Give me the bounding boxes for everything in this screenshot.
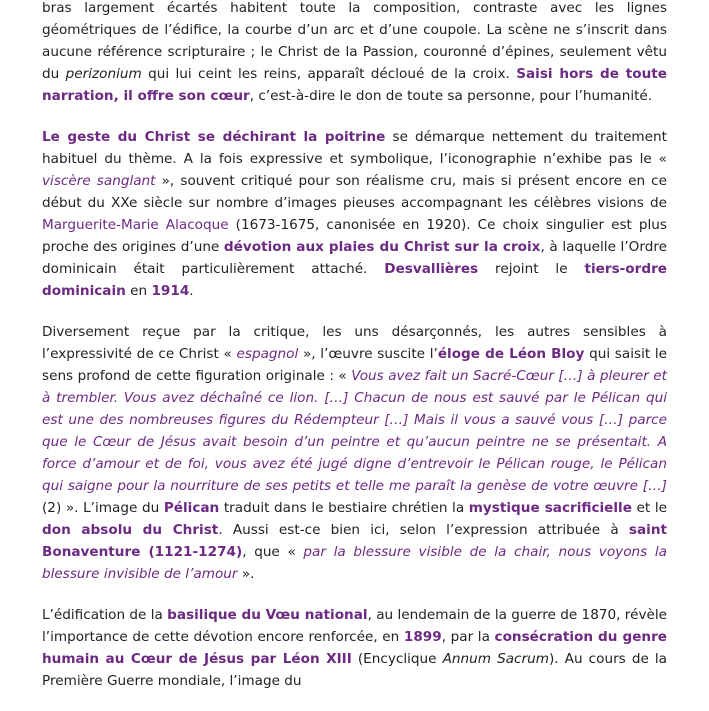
text-run: qui saisit le sens profond de cette figuration originale : «	[42, 346, 668, 384]
quotation: Vous avez fait un Sacré-Cœur […] à pleurer et à trembler. Vous avez déchaîné ce lion. […] Chacun de nous est sauvé par le Pélican qui est une des nombreuses figures du Rédempteur […] Mais il vous a sauvé vous […] parce que le Cœur de Jésus avait besoin d’un peintre et qu’aucun peintre ne se présentait. A force d’amour et de foi, vous avez été jugé digne d’entrevoir le Pélican rouge, le Pélican qui saigne pour la nourriture de ses petits et telle me paraît la genèse de votre œuvre […]	[42, 368, 667, 494]
text-link[interactable]: Marguerite-Marie Alacoque	[42, 217, 229, 233]
italic-term: Annum Sacrum	[442, 651, 549, 667]
text-run: rejoint le	[478, 261, 585, 277]
text-run: traduit dans le bestiaire chrétien la	[219, 500, 469, 516]
quotation: viscère sanglant	[42, 173, 156, 189]
text-run: (Encyclique	[351, 651, 443, 667]
highlighted-term: basilique du Vœu national	[167, 607, 368, 623]
highlighted-term: Le geste du Christ se déchirant la poitrine	[42, 129, 386, 145]
text-run: Diversement reçue par la critique, les uns désarçonnés, les autres sensibles à l’expressivité de ce Christ «	[42, 324, 667, 362]
text-run: .	[189, 283, 194, 299]
paragraph-geste-du-christ	[42, 126, 667, 302]
text-run: , par la	[441, 629, 495, 645]
text-run: L’édification de la	[42, 607, 168, 623]
text-run: ».	[237, 566, 255, 582]
text-run: et le	[631, 500, 667, 516]
italic-term: perizonium	[65, 66, 142, 82]
text-run: (2) ». L’image du	[42, 500, 164, 516]
text-run: . Aussi est-ce bien ici, selon l’expression attribuée à	[218, 522, 629, 538]
text-run: », souvent critiqué pour son réalisme cru, mais si présent encore en ce début du XXe siècle sur nombre d’images pieuses accompagnant les célèbres visions de	[42, 173, 667, 211]
text-run: (1673-1675, canonisée en 1920). Ce choix singulier est plus proche des origines d’une	[42, 217, 667, 255]
highlighted-term: Saisi hors de toute narration, il offre son cœur	[42, 66, 667, 104]
quotation: espagnol	[236, 346, 299, 362]
text-run: qui lui ceint les reins, apparaît décloué de la croix.	[141, 66, 517, 82]
highlighted-term: mystique sacrificielle	[468, 500, 632, 516]
text-run: bras largement écartés habitent toute la composition, contraste avec les lignes géométriques de l’édifice, la courbe d’un arc et d’une coupole. La scène ne s’inscrit dans aucune référence scripturaire ; le Christ de la Passion, couronné d’épines, seulement vêtu du	[42, 0, 667, 82]
paragraph-composition	[42, 0, 667, 107]
text-run: , que «	[242, 544, 304, 560]
highlighted-term: Pélican	[163, 500, 220, 516]
text-run: en	[125, 283, 152, 299]
text-run: , à laquelle l’Ordre dominicain était particulièrement attaché.	[42, 239, 667, 277]
highlighted-term: 1899	[403, 629, 442, 645]
highlighted-term: don absolu du Christ	[42, 522, 219, 538]
text-run: ). Au cours de la Première Guerre mondiale, l’image du	[42, 651, 667, 689]
highlighted-term: 1914	[151, 283, 190, 299]
highlighted-term: éloge de Léon Bloy	[437, 346, 585, 362]
highlighted-term: Desvallières	[384, 261, 479, 277]
paragraph-reception-critique	[42, 321, 667, 585]
highlighted-term: dévotion aux plaies du Christ sur la croix	[223, 239, 541, 255]
article-body	[42, 0, 667, 711]
paragraph-basilique	[42, 604, 667, 692]
text-run: se démarque nettement du traitement habituel du thème. A la fois expressive et symbolique, l’iconographie n’exhibe pas le «	[42, 129, 667, 167]
highlighted-term: saint Bonaventure (1121-1274)	[42, 522, 667, 560]
highlighted-term: consécration du genre humain au Cœur de Jésus par Léon XIII	[42, 629, 668, 667]
text-run: , c’est-à-dire le don de toute sa personne, pour l’humanité.	[249, 88, 653, 104]
text-run: , au lendemain de la guerre de 1870, révèle l’importance de cette dévotion encore renforcée, en	[42, 607, 667, 645]
text-run: », l’œuvre suscite l’	[298, 346, 438, 362]
quotation: par la blessure visible de la chair, nous voyons la blessure invisible de l’amour	[42, 544, 667, 582]
highlighted-term: tiers-ordre dominicain	[42, 261, 667, 299]
